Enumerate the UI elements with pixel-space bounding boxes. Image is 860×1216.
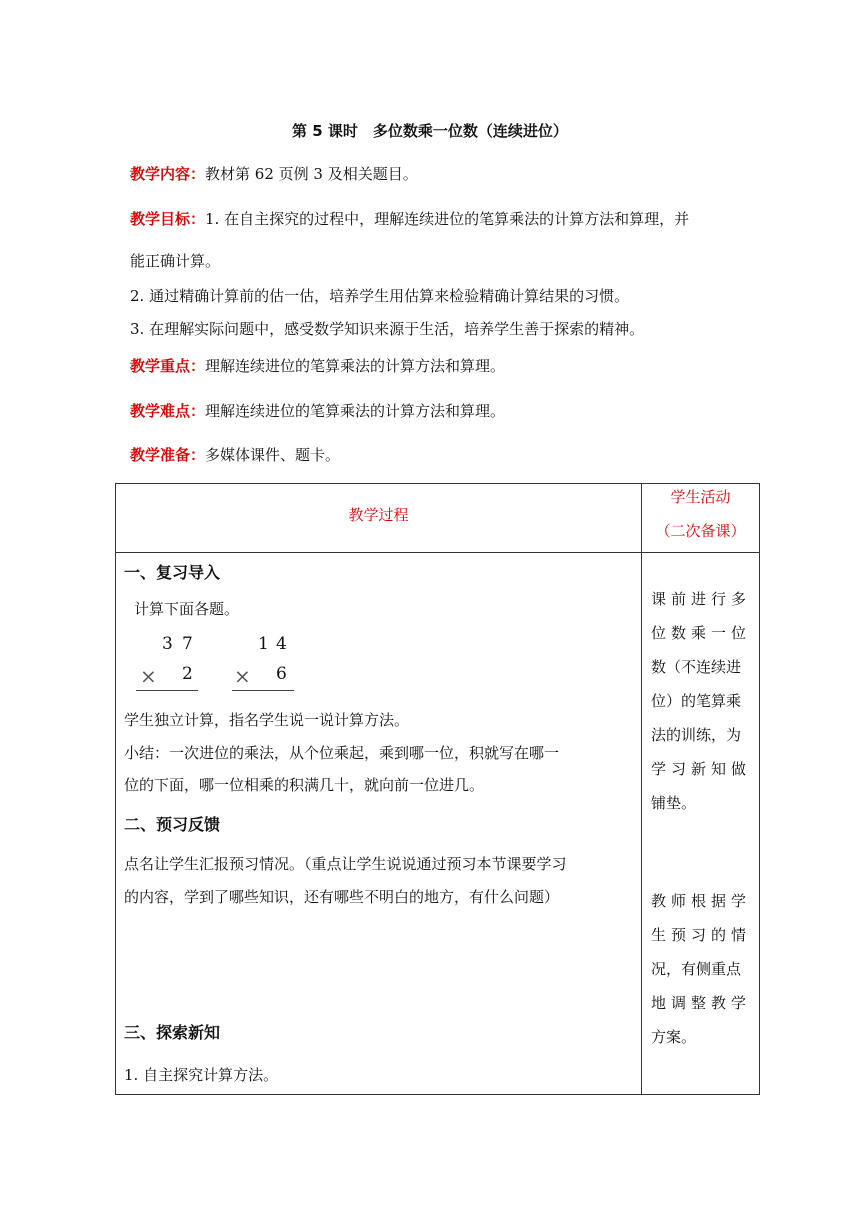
key-row xyxy=(130,355,505,377)
goals-line1b: 能正确计算。 xyxy=(130,252,221,270)
activity-note-2-line: 地调整教学 xyxy=(651,994,752,1012)
activity-note-2-line: 生预习的情 xyxy=(651,926,752,944)
goals-line1: 1. 在自主探究的过程中，理解连续进位的笔算乘法的计算方法和算理，并 xyxy=(205,210,690,228)
calc2-multiplier: 6 xyxy=(276,664,287,684)
header-activity-1: 学生活动 xyxy=(670,488,731,506)
review-intro: 计算下面各题。 xyxy=(134,600,240,618)
preview-paragraph-2: 的内容，学到了哪些知识，还有哪些不明白的地方，有什么问题） xyxy=(124,888,560,906)
section-review-title: 一、复习导入 xyxy=(124,563,221,582)
prep-label: 教学准备： xyxy=(130,446,206,464)
activity-note-1-line: 位数乘一位 xyxy=(651,624,752,642)
header-divider xyxy=(116,552,759,553)
difficulty-label: 教学难点： xyxy=(130,402,206,420)
header-activity-2: （二次备课） xyxy=(655,522,746,540)
prep-text: 多媒体课件、题卡。 xyxy=(205,446,341,464)
activity-note-1 xyxy=(651,582,753,820)
activity-note-2-line: 方案。 xyxy=(651,1028,697,1046)
goals-row xyxy=(130,208,689,230)
activity-note-1-line: 位）的笔算乘 xyxy=(651,692,742,710)
preview-paragraph-1: 点名让学生汇报预习情况。（重点让学生说说通过预习本节课要学习 xyxy=(124,855,567,873)
activity-note-2-line: 况，有侧重点 xyxy=(651,960,742,978)
explore-item-1: 1. 自主探究计算方法。 xyxy=(124,1066,279,1084)
key-label: 教学重点： xyxy=(130,357,206,375)
calc1-multiplier: 2 xyxy=(182,664,193,684)
content-text: 教材第 62 页例 3 及相关题目。 xyxy=(205,165,418,183)
activity-note-2-line: 教师根据学 xyxy=(651,892,752,910)
calc2-times-sign: × xyxy=(234,664,251,688)
vertical-calc-1 xyxy=(136,634,198,694)
goals-line3: 3. 在理解实际问题中，感受数学知识来源于生活，培养学生善于探索的精神。 xyxy=(130,320,645,338)
section-explore-title: 三、探索新知 xyxy=(124,1023,221,1042)
column-divider xyxy=(641,484,642,1094)
calc2-ones: 4 xyxy=(276,634,287,654)
review-summary-1: 小结：一次进位的乘法，从个位乘起，乘到哪一位，积就写在哪一 xyxy=(124,744,560,762)
activity-note-1-line: 铺垫。 xyxy=(651,794,697,812)
vertical-calc-2 xyxy=(232,634,294,694)
section-preview-title: 二、预习反馈 xyxy=(124,815,221,834)
goals-line2: 2. 通过精确计算前的估一估，培养学生用估算来检验精确计算结果的习惯。 xyxy=(130,287,630,305)
activity-note-1-line: 课前进行多 xyxy=(651,590,752,608)
activity-note-1-line: 学习新知做 xyxy=(651,760,752,778)
content-row xyxy=(130,163,418,185)
difficulty-row xyxy=(130,400,505,422)
key-text: 理解连续进位的笔算乘法的计算方法和算理。 xyxy=(205,357,506,375)
difficulty-text: 理解连续进位的笔算乘法的计算方法和算理。 xyxy=(205,402,506,420)
content-label: 教学内容： xyxy=(130,165,206,183)
calc1-ones: 7 xyxy=(182,634,193,654)
calc1-times-sign: × xyxy=(140,664,157,688)
calc2-tens: 1 xyxy=(258,634,269,654)
review-paragraph-1: 学生独立计算，指名学生说一说计算方法。 xyxy=(124,711,410,729)
calc2-underline xyxy=(232,690,294,691)
header-process: 教学过程 xyxy=(348,506,409,524)
activity-note-1-line: 法的训练，为 xyxy=(651,726,742,744)
prep-row xyxy=(130,444,340,466)
calc1-underline xyxy=(136,690,198,691)
goals-label: 教学目标： xyxy=(130,210,206,228)
activity-note-1-line: 数（不连续进 xyxy=(651,658,742,676)
page-title: 第 5 课时 多位数乘一位数（连续进位） xyxy=(292,122,568,140)
lesson-table xyxy=(115,483,760,1095)
review-summary-2: 位的下面，哪一位相乘的积满几十，就向前一位进几。 xyxy=(124,776,485,794)
calc1-tens: 3 xyxy=(162,634,173,654)
activity-note-2 xyxy=(651,884,753,1054)
